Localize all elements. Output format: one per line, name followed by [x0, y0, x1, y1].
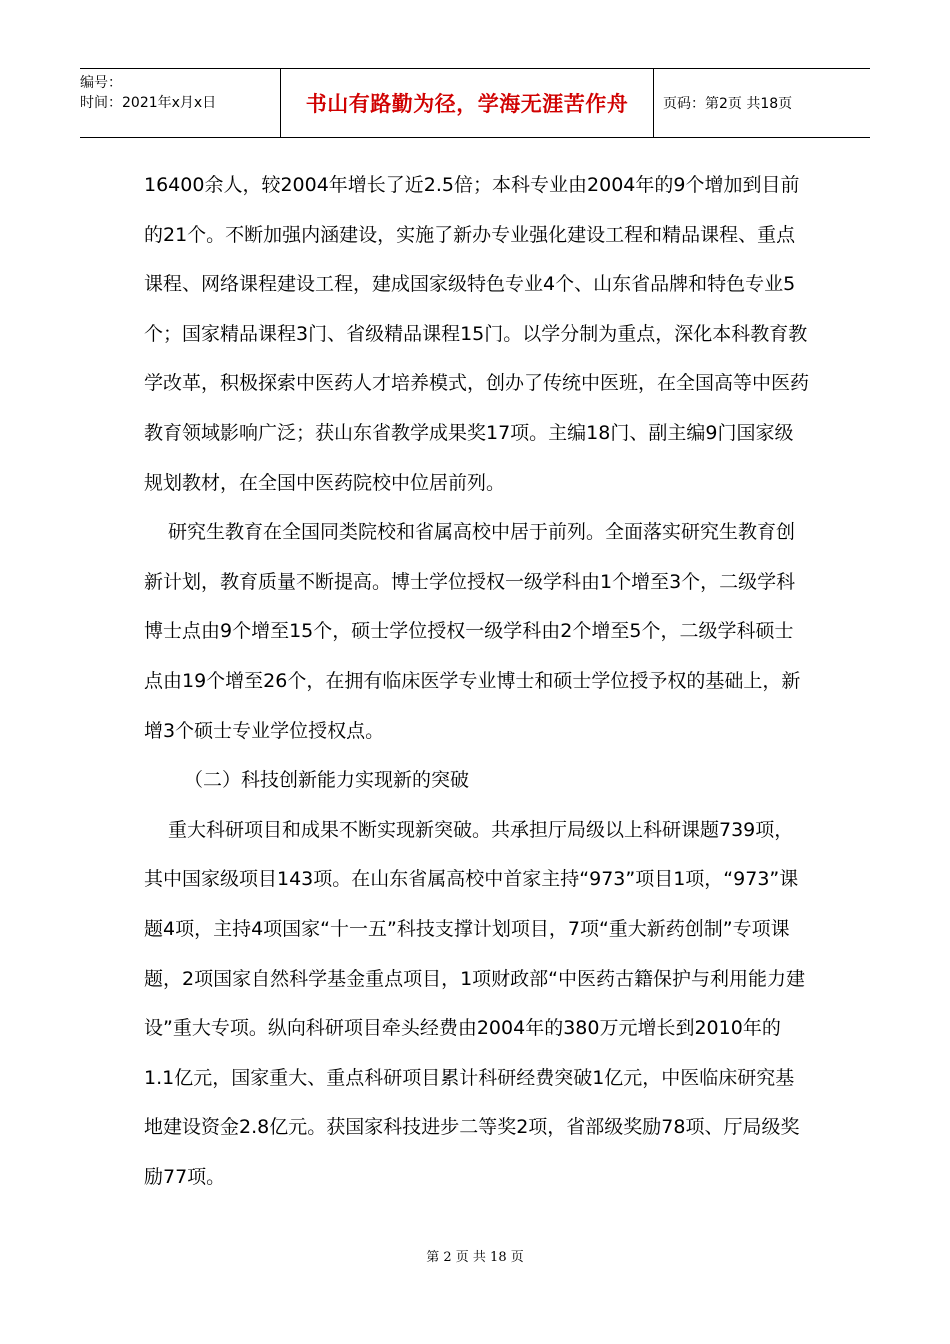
document-body	[144, 161, 809, 1202]
page-footer: 第 2 页 共 18 页	[426, 1250, 524, 1265]
paragraph-undergraduate: 16400余人，较2004年增长了近2.5倍；本科专业由2004年的9个增加到目前的21个。不断加强内涵建设，实施了新办专业强化建设工程和精品课程、重点课程、网络课程建设工程，建成国家级特色专业4个、山东省品牌和特色专业5个；国家精品课程3门、省级精品课程15门。以学分制为重点，深化本科教育教学改革，积极探索中医药人才培养模式，创办了传统中医班，在全国高等中医药教育领域影响广泛；获山东省教学成果奖17项。主编18门、副主编9门国家级规划教材，在全国中医药院校中位居前列。	[144, 174, 810, 494]
number-label: 编号：	[80, 75, 122, 91]
paragraph-research: 重大科研项目和成果不断实现新突破。共承担厅局级以上科研课题739项，其中国家级项目143项。在山东省属高校中首家主持“973”项目1项，“973”课题4项，主持4项国家“十一五”科技支撑计划项目，7项“重大新药创制”专项课题，2项国家自然科学基金重点项目，1项财政部“中医药古籍保护与利用能力建设”重大专项。纵向科研项目牵头经费由2004年的380万元增长到2010年的1.1亿元，国家重大、重点科研项目累计科研经费突破1亿元，中医临床研究基地建设资金2.8亿元。获国家科技进步二等奖2项，省部级奖励78项、厅局级奖励77项。	[144, 818, 806, 1188]
paragraph-graduate: 研究生教育在全国同类院校和省属高校中居于前列。全面落实研究生教育创新计划，教育质量不断提高。博士学位授权一级学科由1个增至3个，二级学科博士点由9个增至15个，硕士学位授权一级学科由2个增至5个，二级学科硕士点由19个增至26个，在拥有临床医学专业博士和硕士学位授予权的基础上，新增3个硕士专业学位授权点。	[144, 521, 801, 742]
section-heading: （二）科技创新能力实现新的突破	[184, 769, 470, 792]
page-header	[80, 68, 870, 138]
header-info-cell	[80, 69, 281, 137]
time-label: 时间：2021年x月x日	[80, 95, 217, 111]
header-page-code: 页码：第2页 共18页	[663, 96, 793, 112]
header-motto: 书山有路勤为径，学海无涯苦作舟	[281, 69, 654, 137]
